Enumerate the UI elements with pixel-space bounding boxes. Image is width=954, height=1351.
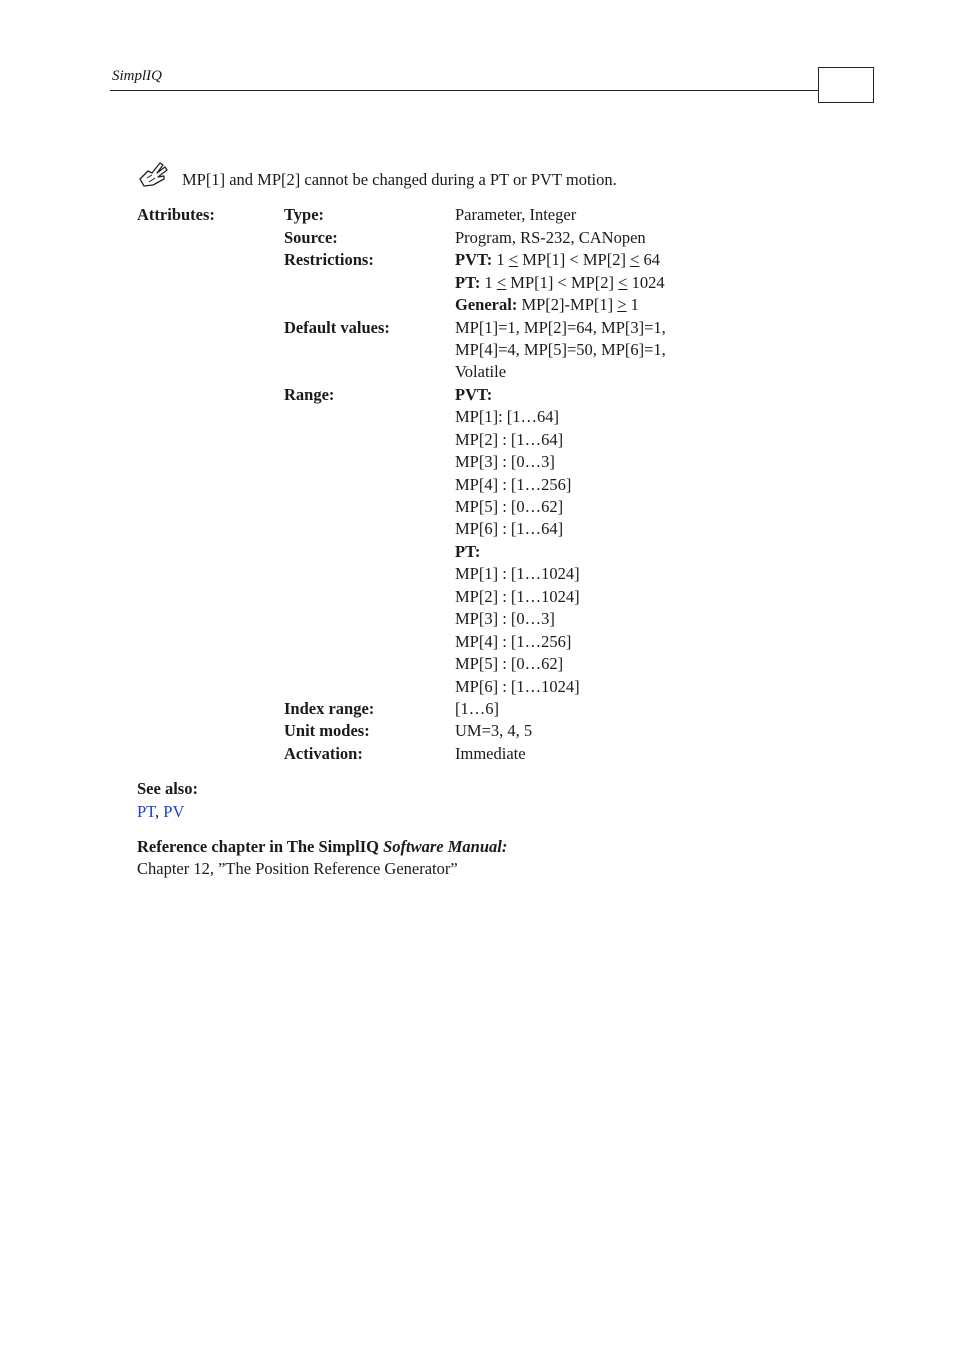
- reference-heading: [137, 837, 507, 857]
- range-pt-item: MP[6] : [1…1024]: [455, 677, 580, 696]
- le-symbol: <: [618, 273, 628, 292]
- source-key: Source:: [284, 228, 338, 247]
- source-value: Program, RS-232, CANopen: [455, 228, 646, 247]
- restriction-pvt-expr: MP[1] < MP[2]: [522, 250, 626, 269]
- restriction-general-expr: MP[2]-MP[1]: [521, 295, 614, 314]
- range-pt-label: PT:: [455, 542, 481, 561]
- link-pt[interactable]: PT: [137, 802, 156, 821]
- restriction-general-label: General:: [455, 295, 518, 314]
- note-text: MP[1] and MP[2] cannot be changed during a PT or PVT motion.: [182, 170, 617, 189]
- le-symbol: <: [508, 250, 519, 269]
- type-value: Parameter, Integer: [455, 205, 577, 224]
- restriction-pt-label: PT:: [455, 273, 481, 292]
- note-hand-icon: [138, 159, 170, 189]
- see-also-heading: See also:: [137, 779, 198, 798]
- range-pt-item: MP[4] : [1…256]: [455, 632, 572, 651]
- restriction-pvt: [455, 250, 660, 270]
- le-symbol: <: [630, 250, 640, 269]
- range-pt-item: MP[3] : [0…3]: [455, 609, 555, 628]
- range-pvt-item: MP[4] : [1…256]: [455, 475, 572, 494]
- restriction-pt-max: 1024: [631, 273, 665, 292]
- see-also-links: [137, 802, 184, 822]
- range-pvt-item: MP[5] : [0…62]: [455, 497, 564, 516]
- header-title: SimplIQ: [112, 68, 162, 84]
- page-number-box: [818, 67, 874, 103]
- defaults-key: Default values:: [284, 318, 390, 337]
- restriction-pvt-label: PVT:: [455, 250, 493, 269]
- unit-modes-key: Unit modes:: [284, 721, 370, 740]
- range-pt-item: MP[1] : [1…1024]: [455, 564, 580, 583]
- reference-heading-prefix: Reference chapter in The SimplIQ: [137, 837, 384, 856]
- ge-symbol: >: [617, 295, 627, 314]
- restriction-general: [455, 295, 639, 315]
- restriction-pt-min: 1: [484, 273, 493, 292]
- range-pvt-item: MP[6] : [1…64]: [455, 519, 564, 538]
- unit-modes-value: UM=3, 4, 5: [455, 721, 533, 740]
- le-symbol: <: [496, 273, 507, 292]
- defaults-line: Volatile: [455, 362, 507, 381]
- range-key: Range:: [284, 385, 335, 404]
- link-pv[interactable]: PV: [163, 802, 185, 821]
- range-pvt-label: PVT:: [455, 385, 493, 404]
- restriction-pvt-min: 1: [496, 250, 505, 269]
- header-rule: [110, 90, 819, 91]
- link-separator: ,: [155, 802, 164, 821]
- reference-text: Chapter 12, ”The Position Reference Generator”: [137, 859, 458, 878]
- reference-heading-italic: Software Manual:: [383, 837, 508, 856]
- range-pt-item: MP[2] : [1…1024]: [455, 587, 580, 606]
- restriction-pt: [455, 273, 665, 293]
- range-pt-item: MP[5] : [0…62]: [455, 654, 564, 673]
- restriction-pvt-max: 64: [643, 250, 661, 269]
- defaults-line: MP[4]=4, MP[5]=50, MP[6]=1,: [455, 340, 666, 359]
- range-pvt-item: MP[1]: [1…64]: [455, 407, 560, 426]
- restrictions-key: Restrictions:: [284, 250, 374, 269]
- activation-value: Immediate: [455, 744, 526, 763]
- type-key: Type:: [284, 205, 325, 224]
- index-range-key: Index range:: [284, 699, 375, 718]
- index-range-value: [1…6]: [455, 699, 499, 718]
- defaults-line: MP[1]=1, MP[2]=64, MP[3]=1,: [455, 318, 666, 337]
- range-pvt-item: MP[2] : [1…64]: [455, 430, 564, 449]
- restriction-general-min: 1: [630, 295, 639, 314]
- attributes-label: Attributes:: [137, 205, 215, 224]
- activation-key: Activation:: [284, 744, 363, 763]
- range-pvt-item: MP[3] : [0…3]: [455, 452, 555, 471]
- restriction-pt-expr: MP[1] < MP[2]: [510, 273, 615, 292]
